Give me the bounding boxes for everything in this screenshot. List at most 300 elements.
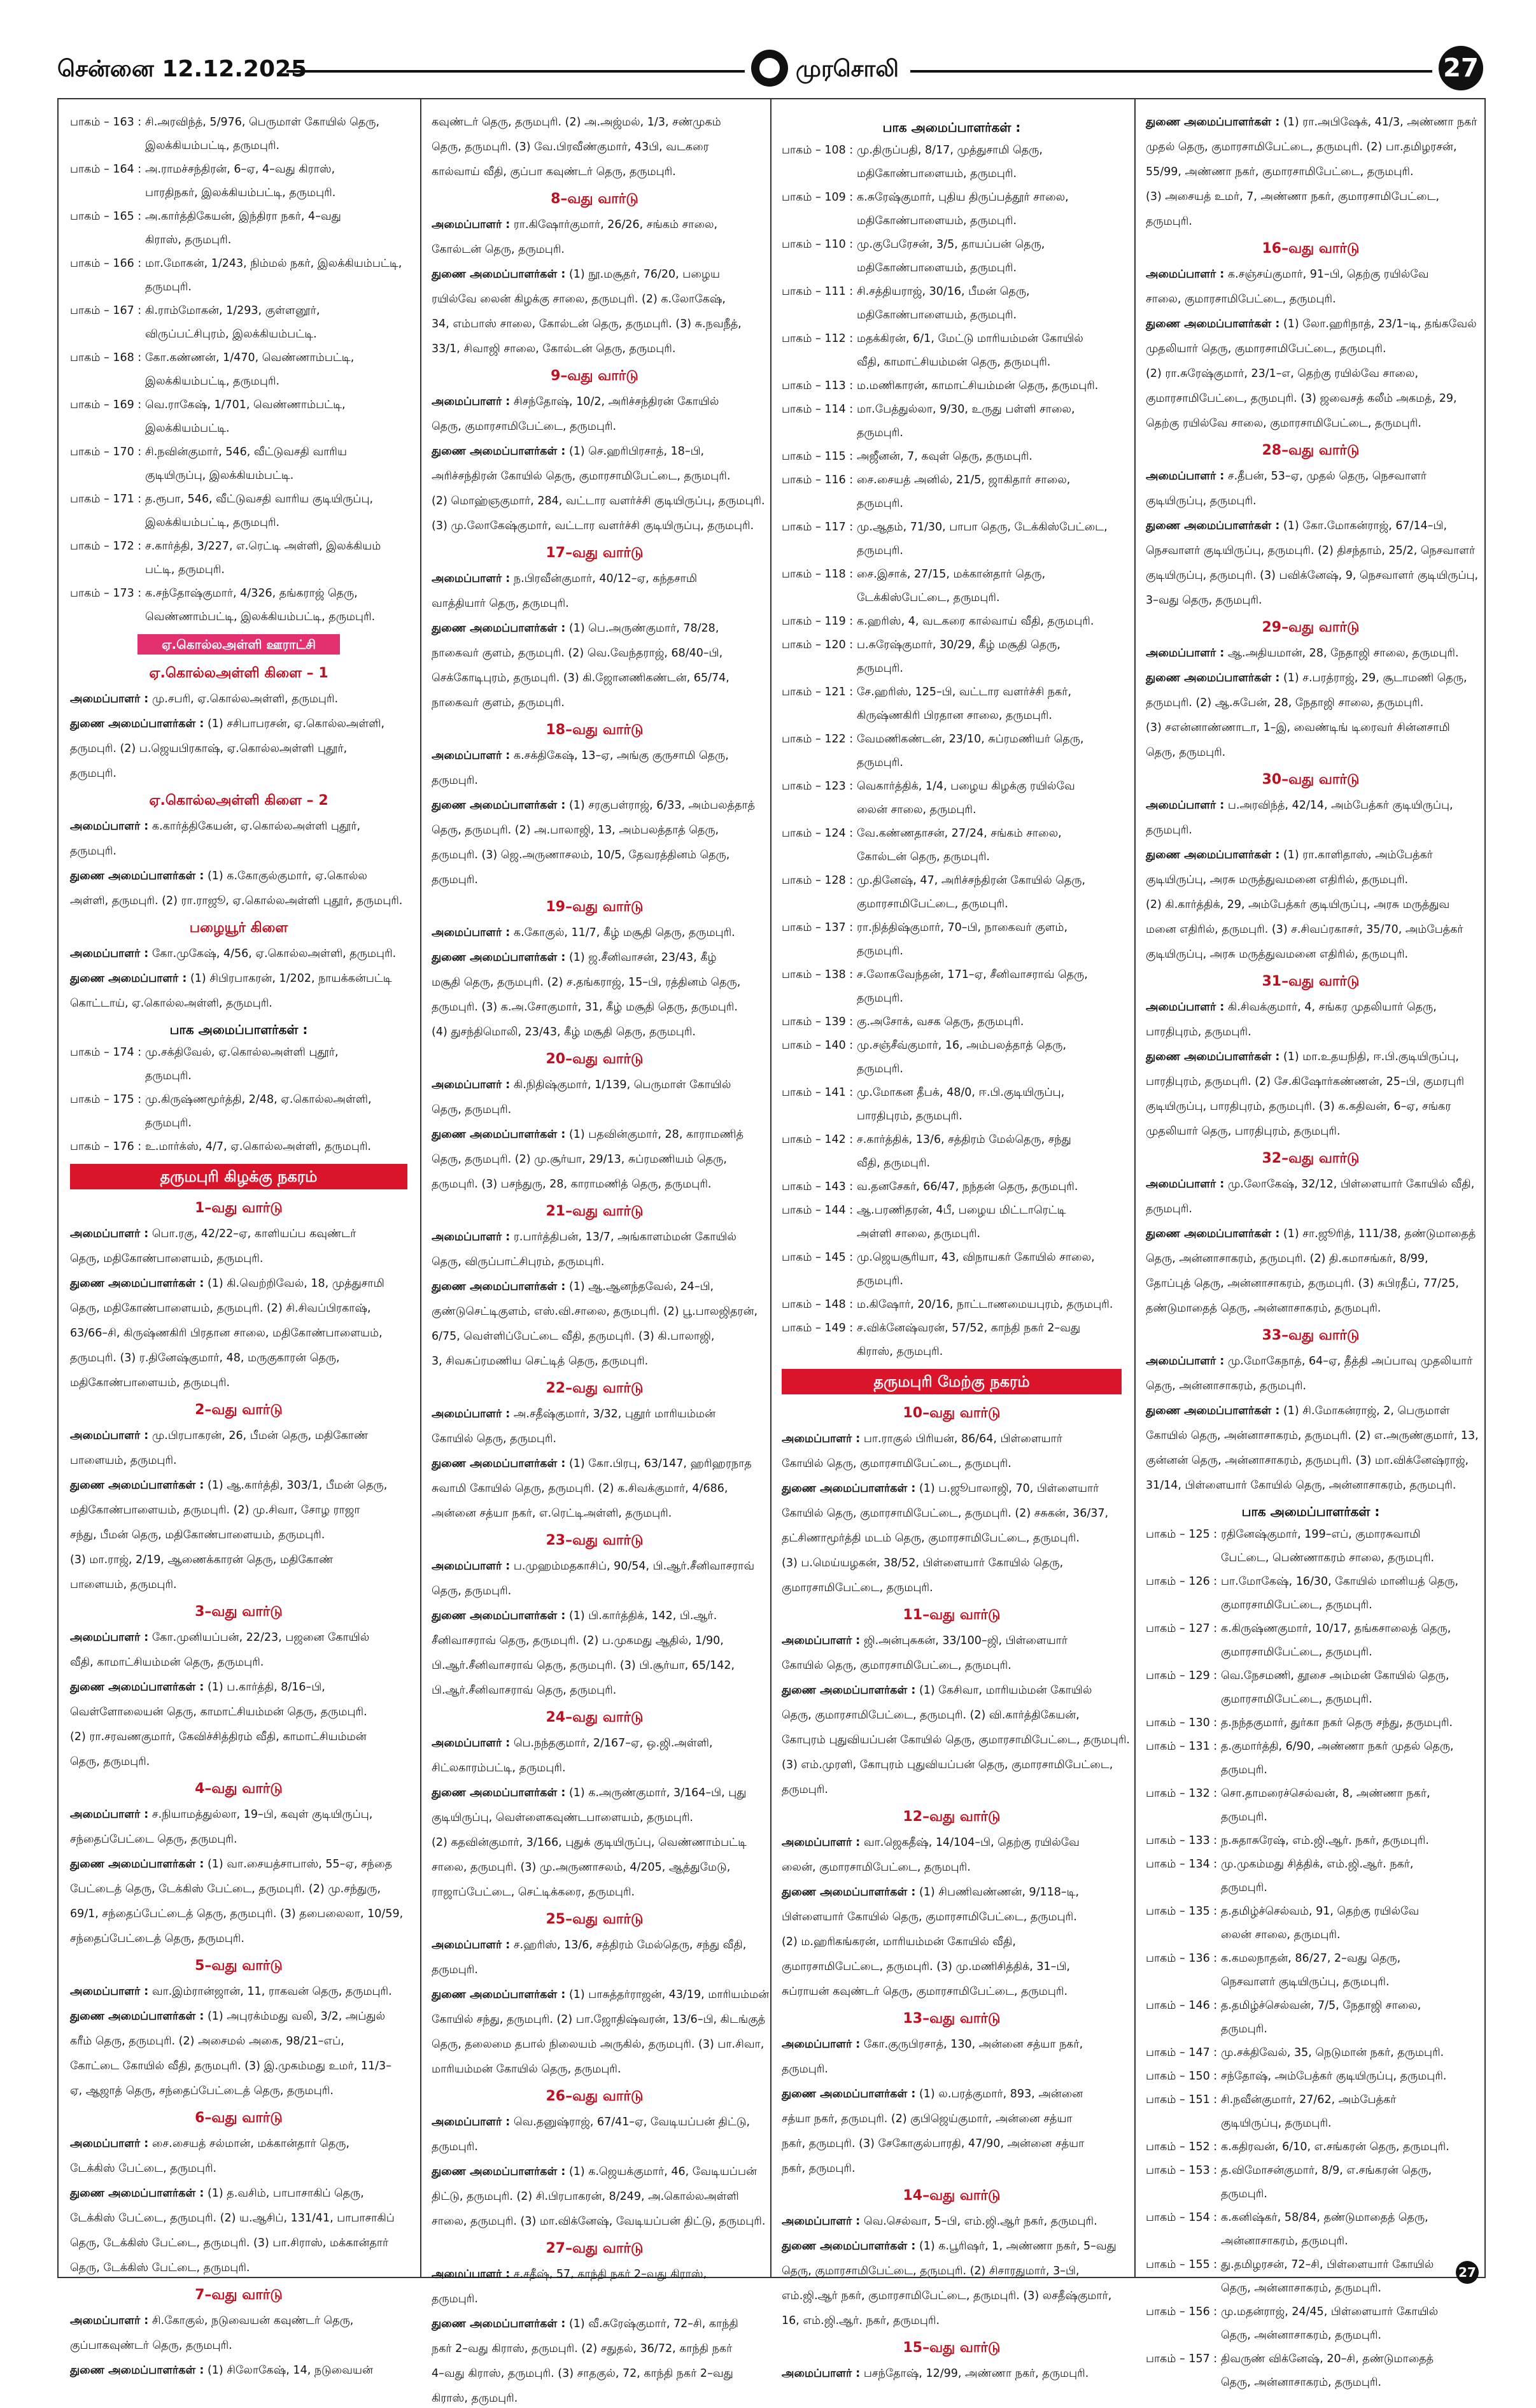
booth-details: சொ.தாமரைச்செல்வன், 8, அண்ணா நகர், [1221,1787,1430,1800]
text-line: நாகைவர் குளம், தருமபுரி. (2) வெ.வேந்தராஜ், 68/40–பி, [432,647,723,660]
text-line: அமைப்பாளர் : மு.பிரபாகரன், 26, பீமன் தெரு, மதிகோண் [70,1429,369,1442]
booth-entry [782,1107,1122,1126]
booth-details: சே.ஹரிஸ், 125–பி, வட்டார வளர்ச்சி நகர், [857,686,1072,698]
text-line: தெரு, விருப்பாட்சிபுரம், தருமபுரி. [432,1256,605,1268]
booth-details: கிராஸ், தருமபுரி. [145,234,232,246]
booth-number [70,372,145,391]
text-line: அமைப்பாளர் : வா.ஜெகதீஷ், 14/104–பி, தெற்கு ரயில்வே [782,1836,1080,1849]
booth-details: மதிகோண்பாளையம், தருமபுரி. [857,309,1017,322]
branch-heading: ஏ.கொல்லஅள்ளி கிளை – 1 [149,665,328,681]
booth-number: பாகம் – 134 : [1146,1858,1218,1871]
booth-details: குமாரசாமிபேட்டை, தருமபுரி. [857,898,1008,910]
booth-entry [70,160,407,179]
booth-number [70,420,145,438]
ward-heading: 3–வது வார்டு [195,1604,283,1620]
ward-heading: 6–வது வார்டு [195,2110,283,2126]
text-line: 55/99, அண்ணா நகர், குமாரசாமிபேட்டை, தருமபுரி. [1146,166,1414,178]
text-line: தருமபுரி. [432,2141,478,2153]
text-line: திட்டு, தருமபுரி. (2) சி.பிரபாகரன், 8/249, அ.கொல்லஅள்ளி [432,2190,739,2203]
text-line: துணை அமைப்பாளர்கள் : (1) க.கோகுல்குமார், ஏ.கொல்ல [70,870,367,882]
booth-number [782,542,857,560]
booth-entry [1146,1761,1476,1780]
booth-number: பாகம் – 133 : [1146,1834,1218,1847]
booth-number [782,942,857,961]
booth-details: த.தமிழ்ச்செல்வன், 7/5, நேதாஜி சாலை, [1221,1999,1421,2012]
booth-number [70,561,145,579]
booth-entry [782,1037,1122,1055]
text-line: அமைப்பாளர் : ப.முஹம்மதகாசிப், 90/54, பி.ஆர்.சீனிவாசராவ் [432,1560,755,1573]
booth-entry [70,490,407,509]
text-line: 63/66–சி, கிருஷ்ணகிரி பிரதான சாலை, மதிகோண்பாளையம், [70,1327,383,1340]
text-line: அமைப்பாளர் : க.கோகுல், 11/7, கீழ் மசூதி தெரு, தருமபுரி. [432,926,735,939]
booth-details: மு.கிருஷ்ணமூர்த்தி, 2/48, ஏ.கொல்லஅள்ளி, [145,1093,372,1106]
branch-text [70,818,407,910]
booth-entry [1146,1643,1476,1662]
booth-entry [1146,2279,1476,2298]
booth-number: பாகம் – 173 : [70,587,142,600]
booth-number: பாகம் – 108 : [782,144,854,157]
text-line: தருமபுரி. [70,767,116,780]
text-line: மசூதி தெரு, தருமபுரி. (2) ச.தங்கராஜ், 15–பி, ரத்தினம் தெரு, [432,976,741,989]
booth-entry [782,1343,1122,1361]
booth-details: சி.அரவிந்த், 5/976, பெருமாள் கோயில் தெரு, [145,116,380,129]
text-line: தெரு, அன்னாசாகரம், தருமபுரி. (2) தி.கமாசங்கர், 8/99, [1146,1252,1428,1265]
text-line: பி.ஆர்.சீனிவாசராவ் தெரு, தருமபுரி. [432,1684,617,1697]
booth-details: சி.சத்தியராஜ், 30/16, பீமன் தெரு, [857,285,1030,298]
text-line: கோயில் தெரு, குமாரசாமிபேட்டை, தருமபுரி. (2) சசுகன், 36/37, [782,1507,1109,1520]
booth-details: மதிகோண்பாளையம், தருமபுரி. [857,167,1017,180]
booth-entry [70,302,407,320]
text-line: (2) ரா.சுரேஷ்குமார், 23/1–எ, தெற்கு ரயில்வே சாலை, [1146,367,1419,380]
booth-entry [782,683,1122,702]
booth-number: பாகம் – 131 : [1146,1740,1218,1753]
ward-heading: 5–வது வார்டு [195,1958,283,1974]
text-line: அமைப்பாளர் : ஜி.அன்புசுகன், 33/100–ஜி, பிள்ளையார் [782,1634,1068,1647]
booth-entry [782,1201,1122,1220]
ward-heading: 16–வது வார்டு [1262,241,1360,257]
booth-entry [70,113,407,132]
text-line: (3) அசையத் உமர், 7, அண்ணா நகர், குமாரசாமிபேட்டை, [1146,190,1440,203]
text-line: தெரு, தலைமை தபால் நிலையம் அருகில், தருமபுரி. (3) பா.சிவா, [432,2038,764,2051]
text-line: தெரு, குமாரசாமிபேட்டை, தருமபுரி. (2) சிசாரதுமார், 3–பி, [782,2265,1080,2277]
text-line: தெரு, அன்னாசாகரம், தருமபுரி. [1146,1380,1307,1392]
booth-details: மு.ஜெயசூரியா, 43, விநாயகர் கோயில் சாலை, [857,1251,1095,1264]
booth-details: கோ.கண்ணன், 1/470, வெண்ணாம்பட்டி, [145,351,355,364]
text-line: அமைப்பாளர் : கி.சிவக்குமார், 4, சங்கர முதலியார் தெரு, [1146,1001,1437,1014]
booth-list [70,113,407,627]
text-line: தெரு, தருமபுரி. [432,1585,512,1597]
text-line: சத்யா நகர், தருமபுரி. (2) குபிஜெய்குமார், அன்னை சத்யா [782,2113,1073,2125]
booth-details: வேமணிகண்டன், 23/10, சுப்ரமணியர் தெரு, [857,733,1084,746]
text-line: துணை அமைப்பாளர்கள் : (1) நூ.மசூதர், 76/20, பழைய [432,268,720,281]
text-line: அமைப்பாளர் : மு.மோகேநாத், 64–ஏ, தீத்தி அப்பாவு முதலியார் [1146,1355,1473,1368]
text-line: அமைப்பாளர் : ந.பிரவீன்குமார், 40/12–ஏ, கந்தசாமி [432,572,698,585]
text-line: எம்.ஜி.ஆர் நகர், குமாரசாமிபேட்டை, தருமபுரி. (3) லசதீஷ்குமார், [782,2290,1112,2302]
booth-entry [782,518,1122,537]
text-line: அமைப்பாளர் : சிசந்தோஷ், 10/2, அரிச்சந்திரன் கோயில் [432,395,719,408]
ward-heading: 25–வது வார்டு [546,1911,644,1927]
booth-details: தருமபுரி. [857,427,903,439]
text-line: மனை எதிரில், தருமபுரி. (3) ச.சிவப்ரகாசர், 35/70, அம்பேத்கர் [1146,923,1463,936]
booth-details: சை.இசாக், 27/15, மக்கான்தார் தெரு, [857,568,1046,581]
column-1 [70,99,407,2377]
booth-number: பாகம் – 118 : [782,568,854,581]
text-line: கோயில் தெரு, அன்னாசாகரம், தருமபுரி. (2) எ.அருண்குமார், 13, [1146,1429,1479,1442]
booth-number: பாகம் – 174 : [70,1046,142,1059]
booth-number [782,660,857,678]
text-line: அமைப்பாளர் : மு.சபரி, ஏ.கொல்லஅள்ளி, தருமபுரி. [70,693,339,705]
booth-number [1146,1643,1221,1662]
booth-details: உ.மார்க்ஸ், 4/7, ஏ.கொல்லஅள்ளி, தருமபுரி. [145,1140,371,1153]
booth-number: பாகம் – 145 : [782,1251,854,1264]
text-line: துணை அமைப்பாளர்கள் : (1) மா.உதயநிதி, ஈ.பி.குடியிருப்பு, [1146,1051,1459,1063]
text-line: 69/1, சந்தைப்பேட்டைத் தெரு, தருமபுரி. (3) தபைலைலா, 10/59, [70,1908,404,1920]
booth-entry [782,1272,1122,1291]
booth-entry [782,353,1122,372]
booth-details: தருமபுரி. [1221,2023,1267,2036]
booth-entry [782,141,1122,160]
booth-number: பாகம் – 171 : [70,493,142,506]
text-line: (3) மு.லோகேஷ்குமார், வட்டார வளர்ச்சி குடியிருப்பு, தருமபுரி. [432,520,754,532]
text-line: தருமபுரி. [782,2063,828,2076]
text-line: 33/1, சிவாஜி சாலை, கோல்டன் தெரு, தருமபுரி. [432,343,676,355]
text-line: அமைப்பாளர் : கோ.முனியப்பன், 22/23, பஜனை கோயில் [70,1631,370,1644]
text-line: அமைப்பாளர் : வா.இம்ரான்ஜான், 11, ராகவன் தெரு, தருமபுரி. [70,1985,392,1998]
booth-number [1146,1879,1221,1897]
text-line: துணை அமைப்பாளர்கள் : (1) வீ.சுரேஷ்குமார், 72–சி, காந்தி [432,2318,738,2330]
booth-entry [782,848,1122,867]
ward-heading: 15–வது வார்டு [903,2340,1001,2356]
text-line: கோயில் தெரு, குமாரசாமிபேட்டை, தருமபுரி. [782,1457,1011,1470]
text-line: 31/14, பிள்ளையார் கோயில் தெரு, அன்னாசாகரம், தருமபுரி. [1146,1479,1456,1492]
booth-entry [782,589,1122,607]
text-line: தெரு, குமாரசாமிபேட்டை, தருமபுரி. (2) வி.கார்த்திகேயன், [782,1709,1080,1722]
text-line: துணை அமைப்பாளர்கள் : (1) சி.மோகன்ராஜ், 2, பெருமாள் [1146,1405,1450,1417]
text-line: அமைப்பாளர் : கி.நிதிஷ்குமார், 1/139, பெருமாள் கோயில் [432,1079,731,1091]
booth-details: மு.ஆதம், 71/30, பாபா தெரு, டேக்கிஸ்பேட்டை, [857,521,1108,534]
text-line: தருமபுரி. [70,845,116,858]
booth-number: பாகம் – 126 : [1146,1575,1218,1588]
text-line: தருமபுரி. (3) ஜெ.அருணாசலம், 10/5, தேவரத்தினம் தெரு, [432,849,730,861]
text-line: அமைப்பாளர் : பொ.ரகு, 42/22–ஏ, காளியப்ப கவுண்டர் [70,1228,356,1240]
booth-details: பா.மோகேஷ், 16/30, கோயில் மானியத் தெரு, [1221,1575,1459,1588]
booth-entry [1146,1950,1476,1968]
text-line: கோட்டை கோயில் வீதி, தருமபுரி. (3) இ.முகம்மது உமர், 11/3– [70,2060,391,2072]
booth-entry [1146,2091,1476,2109]
booth-number: பாகம் – 115 : [782,450,854,463]
text-line: (2) மொஹ்ஞகுமார், 284, வட்டார வளர்ச்சி குடியிருப்பு, தருமபுரி. [432,495,765,507]
booth-entry [782,1249,1122,1267]
booth-number [70,184,145,202]
booth-details: பாரதிபுரம், தருமபுரி. [857,1110,962,1123]
booth-number: பாகம் – 122 : [782,733,854,746]
text-line: 3–வது தெரு, தருமபுரி. [1146,594,1262,607]
booth-number: பாகம் – 165 : [70,210,142,223]
ward-heading: 22–வது வார்டு [546,1380,644,1396]
booth-entry [1146,1549,1476,1568]
section-banner: ஏ.கொல்லஅள்ளி ஊராட்சி [137,634,340,655]
ward-heading: 11–வது வார்டு [903,1607,1001,1623]
text-line: தருமபுரி. (3) ர.தினேஷ்குமார், 48, மருகுகாரன் தெரு, [70,1352,340,1364]
booth-details: க.கமலநாதன், 86/27, 2–வது தெரு, [1221,1952,1401,1965]
booth-details: லைன் சாலை, தருமபுரி. [857,804,976,816]
booth-number: பாகம் – 143 : [782,1180,854,1193]
booth-details: தருமபுரி. [1221,1811,1267,1824]
booth-details: ம.மணிகாரன், காமாட்சியம்மன் தெரு, தருமபுரி. [857,379,1099,392]
booth-number [1146,2020,1221,2039]
text-line: தருமபுரி. [432,874,478,886]
booth-number [70,278,145,297]
booth-entry [1146,1926,1476,1944]
booth-number [70,1067,145,1086]
ward-heading: 23–வது வார்டு [546,1533,644,1548]
booth-number [782,165,857,183]
text-line: நகர், தருமபுரி. (3) சேகோகுல்பாரதி, 47/90, அன்னை சத்யா [782,2137,1085,2150]
booth-details: தருமபுரி. [857,544,903,557]
ward-list [432,188,770,2408]
booth-number [782,1343,857,1361]
booth-number: பாகம் – 112 : [782,332,854,345]
booth-entry [1146,2162,1476,2180]
booth-details: ம.கிஷோர், 20/16, நாட்டாணமையபுரம், தருமபுரி. [857,1298,1113,1311]
text-line: துணை அமைப்பாளர் : (1) சிபிரபாகரன், 1/202, நாயக்கன்பட்டி [70,972,392,985]
text-line: தெற்கு ரயில்வே சாலை, குமாரசாமிபேட்டை, தருமபுரி. [1146,417,1421,430]
booth-list [1146,1526,1476,2392]
booth-number [782,424,857,443]
booth-entry [782,377,1122,395]
text-line: துணை அமைப்பாளர்கள் : (1) கி.வெற்றிவேல், 18, முத்துசாமி [70,1277,384,1290]
text-line: துணை அமைப்பாளர்கள் : (1) த.வசிம், பாபாசாகிப் தெரு, [70,2187,364,2200]
booth-entry [1146,1690,1476,1709]
booth-entry [1146,1832,1476,1850]
text-line: துணை அமைப்பாளர்கள் : (1) கோ.மோகன்ராஜ், 67/14–பி, [1146,520,1448,532]
booth-number: பாகம் – 144 : [782,1204,854,1217]
booth-entry [782,613,1122,631]
page-number-badge: 27 [1439,46,1483,90]
text-line: துணை அமைப்பாளர்கள் : (1) வா.சையத்சாபாஸ், 55–ஏ, சந்தை [70,1858,392,1871]
booth-entry [782,895,1122,914]
booth-entry [1146,2256,1476,2274]
text-line: (2) கி.கார்த்திக், 29, அம்பேத்கர் குடியிருப்பு, அரசு மருத்துவ [1146,898,1450,911]
booth-entry [1146,2350,1476,2369]
text-line: துணை அமைப்பாளர்கள் : (1) கோ.பிரபு, 63/147, ஹரிஹரநாத [432,1457,752,1470]
booth-entry [1146,1667,1476,1685]
booth-number [782,212,857,230]
booth-details: தெரு, அன்னாசாகரம், தருமபுரி. [1221,2376,1382,2389]
booth-details: தருமபுரி. [857,945,903,958]
ward-heading: 8–வது வார்டு [551,191,638,207]
text-line: சாலை, குமாரசாமிபேட்டை, தருமபுரி. [1146,293,1336,306]
text-line: தெரு, தருமபுரி. [1146,746,1226,759]
text-line: பாளையம், தருமபுரி. [70,1454,177,1467]
booth-list-heading: பாக அமைப்பாளர்கள் : [882,120,1021,135]
text-line: கால்வாய் வீதி, குப்பா கவுண்டர் தெரு, தருமபுரி. [432,166,676,178]
booth-details: மு.முகம்மது சித்திக், எம்.ஜி.ஆர். நகர், [1221,1858,1414,1871]
text-line: கோபுரம் புதுவியப்பன் கோயில் தெரு, குமாரசாமிபேட்டை, தருமபுரி. [782,1734,1130,1746]
booth-number: பாகம் – 137 : [782,921,854,934]
text-line: சந்து, பீமன் தெரு, மதிகோண்பாளையம், தருமபுரி. [70,1529,325,1541]
booth-number: பாகம் – 172 : [70,540,142,553]
booth-number [782,1107,857,1126]
text-line: தெரு, தருமபுரி. [70,1755,150,1768]
booth-entry [782,660,1122,678]
booth-details: கு.அசோக், வசக தெரு, தருமபுரி. [857,1016,1024,1028]
text-line: துணை அமைப்பாளர்கள் : (1) அபுரக்ம்மது வலி, 3/2, அப்துல் [70,2010,386,2023]
booth-entry [70,514,407,532]
booth-number [1146,1808,1221,1827]
booth-number: பாகம் – 114 : [782,403,854,416]
booth-details: கிராஸ், தருமபுரி. [857,1345,943,1358]
booth-entry [70,1138,407,1156]
text-line: நகர், தருமபுரி. [782,2162,856,2175]
booth-details: க.சந்தோஷ்குமார், 4/326, தங்கராஜ் தெரு, [145,587,358,600]
text-line: வீதி, காமாட்சியம்மன் தெரு, தருமபுரி. [70,1656,264,1669]
booth-details: குடியிருப்பு, இலக்கியம்பட்டி. [145,469,294,482]
text-line: கோல்டன் தெரு, தருமபுரி. [432,243,565,256]
booth-number: பாகம் – 142 : [782,1133,854,1146]
masthead-rule-right [910,70,1432,73]
booth-number: பாகம் – 113 : [782,379,854,392]
text-line: குன்னன் தெரு, அன்னாசாகரம், தருமபுரி. (3) மா.விக்னேஷ்ராஜ், [1146,1454,1469,1467]
text-line: வெள்ளோலையன் தெரு, காமாட்சியம்மன் தெரு, தருமபுரி. [70,1706,367,1718]
booth-number: பாகம் – 117 : [782,521,854,534]
booth-details: வெ.ராகேஷ், 1/701, வெண்ணாம்பட்டி, [145,399,346,411]
booth-entry [70,255,407,273]
booth-number: பாகம் – 120 : [782,639,854,651]
booth-details: தருமபுரி. [857,756,903,769]
text-line: துணை அமைப்பாளர்கள் : (1) பதவின்குமார், 28, காராமணித் [432,1128,743,1141]
booth-entry [782,1178,1122,1196]
booth-entry [782,1225,1122,1243]
booth-details: மு.மோகன தீபக், 48/0, ஈ.பி.குடியிருப்பு, [857,1086,1065,1099]
text-line: தெரு, டேக்கிஸ் பேட்டை, தருமபுரி. [70,2262,250,2274]
booth-number [1146,1926,1221,1944]
booth-details: அ.ராமச்சந்திரன், 6–ஏ, 4–வது கிராஸ், [145,163,335,176]
text-line: வாத்தியார் தெரு, தருமபுரி. [432,597,569,610]
text-line: அமைப்பாளர் : பா.ராகுல் பிரியன், 86/64, பிள்ளையார் [782,1433,1062,1445]
branch-text [70,690,407,783]
text-line: அமைப்பாளர் : பெ.நந்தகுமார், 2/167–ஏ, ஒ.ஜி.அள்ளி, [432,1737,713,1750]
booth-number [782,1272,857,1291]
text-line: அமைப்பாளர் : ச.ஹரிஸ், 13/6, சத்திரம் மேல்தெரு, சந்து வீதி, [432,1939,747,1951]
text-line: சாலை, தருமபுரி. (3) மா.விக்னேஷ், வேடியப்பன் திட்டு, தருமபுரி. [432,2215,766,2228]
booth-entry [1146,1738,1476,1756]
text-line: கோயில் சந்து, தருமபுரி. (2) பா.ஜோதிஷ்வரன், 13/6–பி, கிடங்குத் [432,2013,766,2026]
text-line: லைன், குமாரசாமிபேட்டை, தருமபுரி. [782,1861,971,1874]
booth-entry [782,989,1122,1008]
text-line: தருமபுரி. [432,1964,478,1976]
booth-number [70,467,145,485]
text-line: தருமபுரி. (3) க.அ.சோகுமார், 31, கீழ் மசூதி தெரு, தருமபுரி. [432,1001,738,1014]
text-line: தருமபுரி. (2) ஆ.சுபேன், 28, நேதாஜி சாலை, தருமபுரி. [1146,697,1424,709]
booth-number [1146,1690,1221,1709]
booth-number [70,137,145,155]
text-line: தருமபுரி. [1146,1203,1192,1215]
booth-entry [1146,1573,1476,1591]
text-line: அமைப்பாளர் : ஆ.அதியமான், 28, நேதாஜி சாலை, தருமபுரி. [1146,647,1459,660]
booth-entry [1146,2303,1476,2321]
booth-number: பாகம் – 127 : [1146,1622,1218,1635]
text-line: அமைப்பாளர் : ச.சதீஷ், 57, காந்தி நகர் 2–வது கிராஸ், [432,2268,707,2281]
booth-number [1146,2232,1221,2251]
booth-entry [1146,1620,1476,1638]
text-line: குப்பாகவுண்டர் தெரு, தருமபுரி. [70,2339,232,2352]
booth-details: க.சுரேஷ்குமார், புதிய திருப்பத்தூர் சாலை, [857,191,1069,204]
booth-entry [782,471,1122,490]
booth-number: பாகம் – 170 : [70,446,142,458]
booth-details: க.கிருஷ்ணகுமார், 10/17, தங்கசாலைத் தெரு, [1221,1622,1451,1635]
text-line: தருமபுரி. [782,1783,828,1796]
booth-number: பாகம் – 148 : [782,1298,854,1311]
booth-details: ச.விக்னேஷ்வரன், 57/52, காந்தி நகர் 2–வது [857,1322,1081,1335]
text-line: துணை அமைப்பாளர்கள் : (1) பி.கார்த்திக், 142, பி.ஆர். [432,1610,717,1622]
booth-entry [70,349,407,367]
booth-entry [782,236,1122,254]
booth-entry [782,565,1122,584]
text-line: அமைப்பாளர் : வெ.செல்வா, 5–பி, எம்.ஜி.ஆர் நகர், தருமபுரி. [782,2215,1097,2228]
booth-number [782,353,857,372]
ward-list [70,1197,407,2380]
branch-heading: பழையூர் கிளை [189,920,288,936]
booth-details: குமாரசாமிபேட்டை, தருமபுரி. [1221,1599,1372,1611]
text-line: அமைப்பாளர் : க.சஞ்சய்குமார், 91–பி, தெற்கு ரயில்வே [1146,268,1429,281]
booth-details: இலக்கியம்பட்டி, தருமபுரி. [145,139,280,152]
booth-details: அன்னாசாகரம், தருமபுரி. [1221,2235,1348,2248]
booth-list [782,141,1122,1361]
text-line: சுப்ராயன் கவுண்டர் தெரு, குமாரசாமிபேட்டை, தருமபுரி. [782,1985,1068,1998]
masthead [57,55,1483,93]
text-line: (2) ம.ஹரிகங்கரன், மாரியம்மன் கோயில் வீதி, [782,1936,1016,1948]
text-line: தருமபுரி. [1146,215,1192,228]
text-line: குமாரசாமிபேட்டை, தருமபுரி. (3) ஜவைசத் கலீம் அகமத், 29, [1146,392,1457,405]
booth-entry [1146,2020,1476,2039]
booth-entry [1146,2044,1476,2062]
booth-number [1146,2114,1221,2133]
booth-entry [782,1154,1122,1173]
ward-heading: 4–வது வார்டு [195,1781,283,1797]
text-line: மாரியம்மன் கோயில் தெரு, தருமபுரி. [432,2063,621,2076]
booth-details: து.தமிழரசன், 72–சி, பிள்ளையார் கோயில் [1221,2258,1434,2271]
booth-number [782,1225,857,1243]
text-line: துணை அமைப்பாளர்கள் : (1) ப.கார்த்தி, 8/16–பி, [70,1681,325,1694]
section-banner: தருமபுரி மேற்கு நகரம் [782,1369,1122,1394]
text-line: முதலியார் தெரு, பாரதிபுரம், தருமபுரி. [1146,1125,1341,1138]
booth-entry [782,1060,1122,1079]
text-line: தண்டுமாதைத் தெரு, அன்னாசாகரம், தருமபுரி. [1146,1302,1381,1315]
text-line: (3) ப.மெய்யழகன், 38/52, பிள்ளையார் கோயில் தெரு, [782,1557,1064,1569]
text-line: அமைப்பாளர் : அ.சதீஷ்குமார், 3/32, புதூர் மாரியம்மன் [432,1408,716,1420]
text-line: பாரதிபுரம், தருமபுரி. (2) சே.கிஷோர்கண்ணன், 25–பி, குமரபுரி [1146,1075,1465,1088]
text-line: அமைப்பாளர் : வெ.தனுஷ்ராஜ், 67/41–ஏ, வேடியப்பன் திட்டு, [432,2116,750,2128]
ward-list [782,1402,1130,2383]
ward-heading: 21–வது வார்டு [546,1203,644,1219]
booth-entry [1146,1714,1476,1732]
booth-details: வெண்ணாம்பட்டி, இலக்கியம்பட்டி, தருமபுரி. [145,611,376,623]
booth-details: பேட்டை, பெண்ணாகரம் சாலை, தருமபுரி. [1221,1552,1435,1564]
booth-number [782,989,857,1008]
text-line: துணை அமைப்பாளர்கள் : (1) பாசுத்தர்ராஜன், 43/19, மாரியம்மன் [432,1988,770,2001]
text-line: நெசவாளர் குடியிருப்பு, தருமபுரி. (2) திசந்தாம், 25/2, நெசவாளர் [1146,544,1476,557]
booth-details: லைன் சாலை, தருமபுரி. [1221,1929,1341,1941]
text-line: அன்னை சத்யா நகர், எ.ரெட்டிஅள்ளி, தருமபுரி. [432,1507,672,1520]
booth-entry [70,1044,407,1062]
booth-details: த.ரூபா, 546, வீட்டுவசதி வாரிய குடியிருப்பு, [145,493,374,506]
booth-number: பாகம் – 147 : [1146,2046,1218,2059]
booth-number: பாகம் – 111 : [782,285,854,298]
booth-number [782,589,857,607]
text-line: (2) கதவின்குமார், 3/166, புதுக் குடியிருப்பு, வெண்ணாம்பட்டி [432,1836,747,1849]
booth-number: பாகம் – 167 : [70,304,142,317]
